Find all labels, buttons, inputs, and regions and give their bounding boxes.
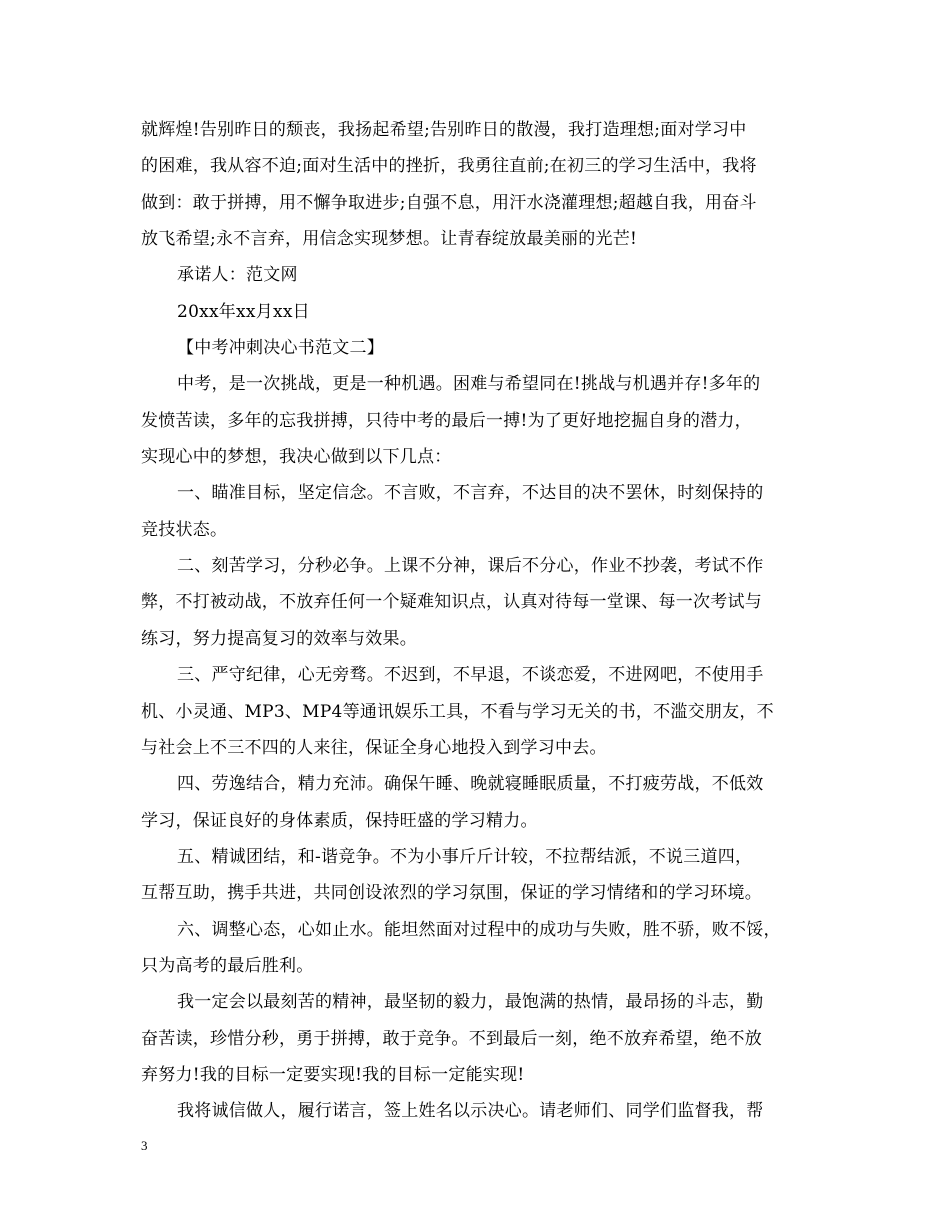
text-line: 竞技状态。 [141, 519, 228, 540]
section-heading: 【中考冲刺决心书范文二】 [177, 338, 384, 359]
text-line: 学习，保证良好的身体素质，保持旺盛的学习精力。 [141, 810, 538, 831]
text-line: 弃努力!我的目标一定要实现!我的目标一定能实现! [141, 1064, 525, 1085]
text-line: 我一定会以最刻苦的精神，最坚韧的毅力，最饱满的热情，最昂扬的斗志，勤 [177, 992, 764, 1013]
date-line: 20xx年xx月xx日 [177, 301, 310, 322]
text-line: 机、小灵通、MP3、MP4等通讯娱乐工具，不看与学习无关的书，不滥交朋友，不 [141, 701, 774, 722]
text-line: 二、刻苦学习，分秒必争。上课不分神，课后不分心，作业不抄袭，考试不作 [177, 556, 764, 577]
text-line: 我将诚信做人，履行诺言，签上姓名以示决心。请老师们、同学们监督我，帮 [177, 1101, 764, 1122]
text-line: 五、精诚团结，和-谐竞争。不为小事斤斤计较，不拉帮结派，不说三道四， [177, 846, 753, 867]
text-line: 三、严守纪律，心无旁骛。不迟到，不早退，不谈恋爱，不进网吧，不使用手 [177, 665, 764, 686]
text-line: 实现心中的梦想，我决心做到以下几点： [141, 447, 452, 468]
text-line: 做到：敢于拼搏，用不懈争取进步;自强不息，用汗水浇灌理想;超越自我，用奋斗 [141, 192, 757, 213]
text-line: 四、劳逸结合，精力充沛。确保午睡、晚就寝睡眠质量，不打疲劳战，不低效 [177, 774, 764, 795]
document-body [141, 112, 823, 1130]
text-line: 互帮互助，携手共进，共同创设浓烈的学习氛围，保证的学习情绪和的学习环境。 [141, 883, 762, 904]
text-line: 中考，是一次挑战，更是一种机遇。困难与希望同在!挑战与机遇并存!多年的 [177, 374, 761, 395]
text-line: 发愤苦读，多年的忘我拼搏，只待中考的最后一搏!为了更好地挖掘自身的潜力， [141, 410, 752, 431]
text-line: 六、调整心态，心如止水。能坦然面对过程中的成功与失败，胜不骄，败不馁， [177, 919, 781, 940]
text-line: 与社会上不三不四的人来往，保证全身心地投入到学习中去。 [141, 737, 607, 758]
text-line: 的困难，我从容不迫;面对生活中的挫折，我勇往直前;在初三的学习生活中，我将 [141, 156, 757, 177]
text-line: 只为高考的最后胜利。 [141, 955, 314, 976]
text-line: 奋苦读，珍惜分秒，勇于拼搏，敢于竞争。不到最后一刻，绝不放弃希望，绝不放 [141, 1028, 762, 1049]
text-line: 弊，不打被动战，不放弃任何一个疑难知识点，认真对待每一堂课、每一次考试与 [141, 592, 762, 613]
text-line: 就辉煌!告别昨日的颓丧，我扬起希望;告别昨日的散漫，我打造理想;面对学习中 [141, 120, 747, 140]
text-line: 一、瞄准目标，坚定信念。不言败，不言弃，不达目的决不罢休，时刻保持的 [177, 483, 764, 504]
text-line: 放飞希望;永不言弃，用信念实现梦想。让青春绽放最美丽的光芒! [141, 229, 638, 250]
page-number: 3 [141, 1138, 148, 1153]
signatory-line: 承诺人：范文网 [177, 265, 298, 286]
text-line: 练习，努力提高复习的效率与效果。 [141, 628, 417, 649]
